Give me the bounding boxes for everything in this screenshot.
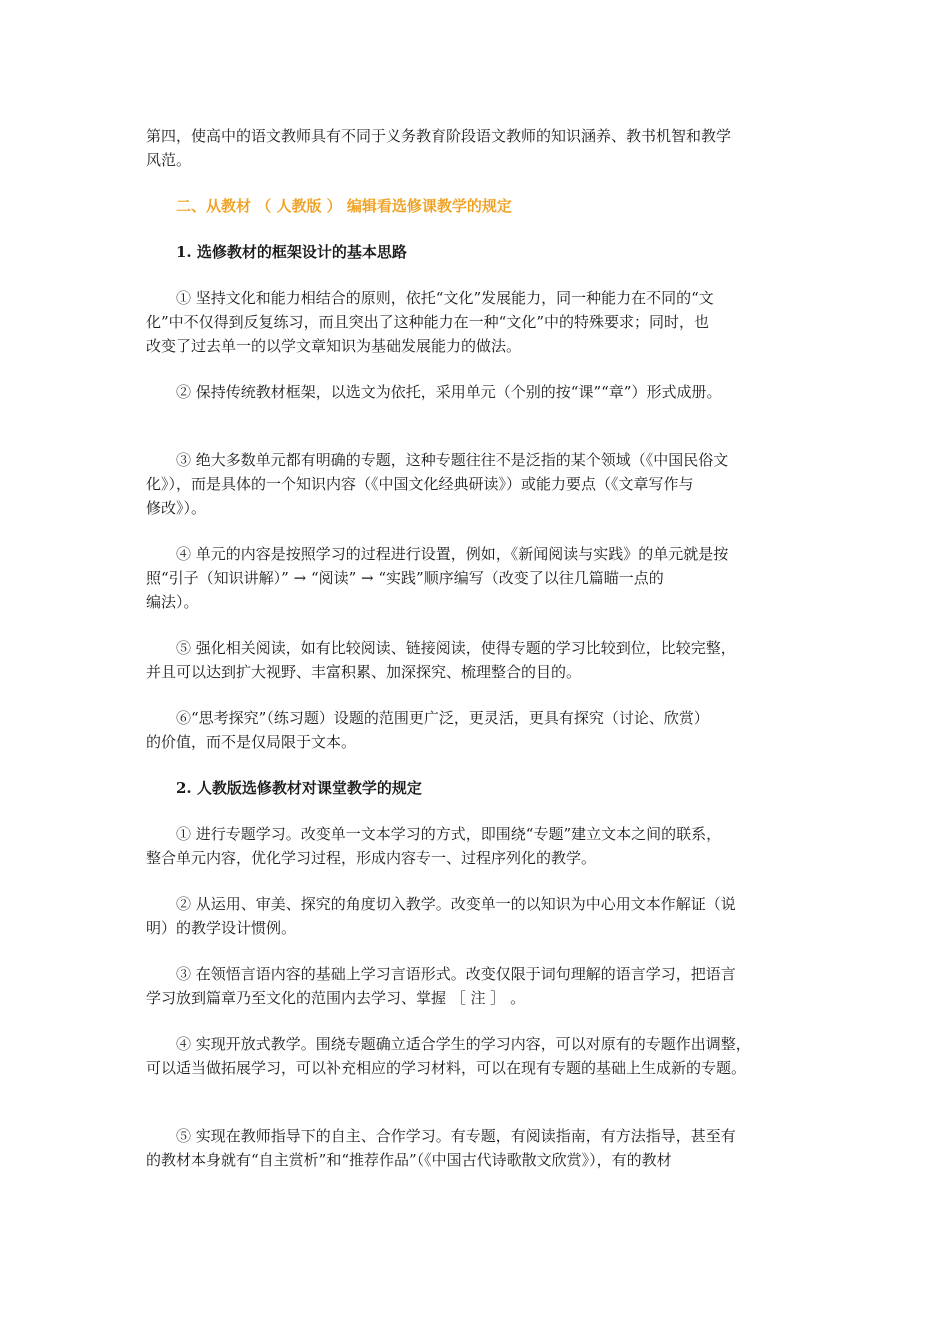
list-item [146,892,816,940]
text-line: ④ 单元的内容是按照学习的过程进行设置，例如，《新闻阅读与实践》的单元就是按 [176,545,729,563]
text-line: ① 坚持文化和能力相结合的原则，依托“文化”发展能力，同一种能力在不同的“文 [176,289,714,307]
list-item [146,962,816,1010]
text-line: 第四，使高中的语文教师具有不同于义务教育阶段语文教师的知识涵养、教书机智和教学 [146,127,732,145]
text-line: ③ 在领悟言语内容的基础上学习言语形式。改变仅限于词句理解的语言学习，把语言 [176,965,736,983]
text-line: 编法）。 [146,593,199,611]
text-line: 修改》）。 [146,499,207,517]
list-item [146,706,816,754]
text-line: 照“引子（知识讲解）” → “阅读” → “实践”顺序编写（改变了以往几篇瞄一点的 [146,569,664,587]
list-item [146,286,816,358]
text-line: 学习放到篇章乃至文化的范围内去学习、掌握 ［ 注 ］ 。 [146,989,526,1007]
text-line: 并且可以达到扩大视野、丰富积累、加深探究、梳理整合的目的。 [146,663,582,681]
list-item [146,542,816,614]
text-line: 可以适当做拓展学习，可以补充相应的学习材料，可以在现有专题的基础上生成新的专题。 [146,1059,747,1077]
text-line: ② 从运用、审美、探究的角度切入教学。改变单一的以知识为中心用文本作解证（说 [176,895,736,913]
subsection-heading-1: 1. 选修教材的框架设计的基本思路 [176,243,407,261]
list-item [146,380,816,404]
list-item [146,448,816,520]
text-line: 风范。 [146,151,192,169]
list-item [146,636,816,684]
list-item [146,1032,816,1080]
text-line: 整合单元内容，优化学习过程，形成内容专一、过程序列化的教学。 [146,849,597,867]
intro-paragraph [146,124,816,172]
section-heading: 二、从教材 （ 人教版 ） 编辑看选修课教学的规定 [176,197,512,215]
text-line: ① 进行专题学习。改变单一文本学习的方式，即围绕“专题”建立文本之间的联系， [176,825,722,843]
subsection-heading-2: 2. 人教版选修教材对课堂教学的规定 [176,779,422,797]
document-page [146,124,816,1172]
text-line: ③ 绝大多数单元都有明确的专题，这种专题往往不是泛指的某个领域（《中国民俗文 [176,451,729,469]
text-line: 化》），而是具体的一个知识内容（《中国文化经典研读》）或能力要点（《文章写作与 [146,475,694,493]
list-item [146,822,816,870]
text-line: ⑤ 实现在教师指导下的自主、合作学习。有专题，有阅读指南，有方法指导，甚至有 [176,1127,736,1145]
text-line: ② 保持传统教材框架，以选文为依托，采用单元（个别的按“课”“章”）形式成册。 [176,383,722,401]
text-line: ⑤ 强化相关阅读，如有比较阅读、链接阅读，使得专题的学习比较到位，比较完整， [176,639,736,657]
text-line: 化”中不仅得到反复练习，而且突出了这种能力在一种“文化”中的特殊要求；同时，也 [146,313,710,331]
text-line: 改变了过去单一的以学文章知识为基础发展能力的做法。 [146,337,522,355]
text-line: ⑥“思考探究”（练习题）设题的范围更广泛，更灵活，更具有探究（讨论、欣赏） [176,709,709,727]
text-line: 的价值，而不是仅局限于文本。 [146,733,357,751]
text-line: 明）的教学设计惯例。 [146,919,297,937]
text-line: ④ 实现开放式教学。围绕专题确立适合学生的学习内容，可以对原有的专题作出调整， [176,1035,751,1053]
list-item [146,1124,816,1172]
text-line: 的教材本身就有“自主赏析”和“推荐作品”（《中国古代诗歌散文欣赏》），有的教材 [146,1151,672,1169]
